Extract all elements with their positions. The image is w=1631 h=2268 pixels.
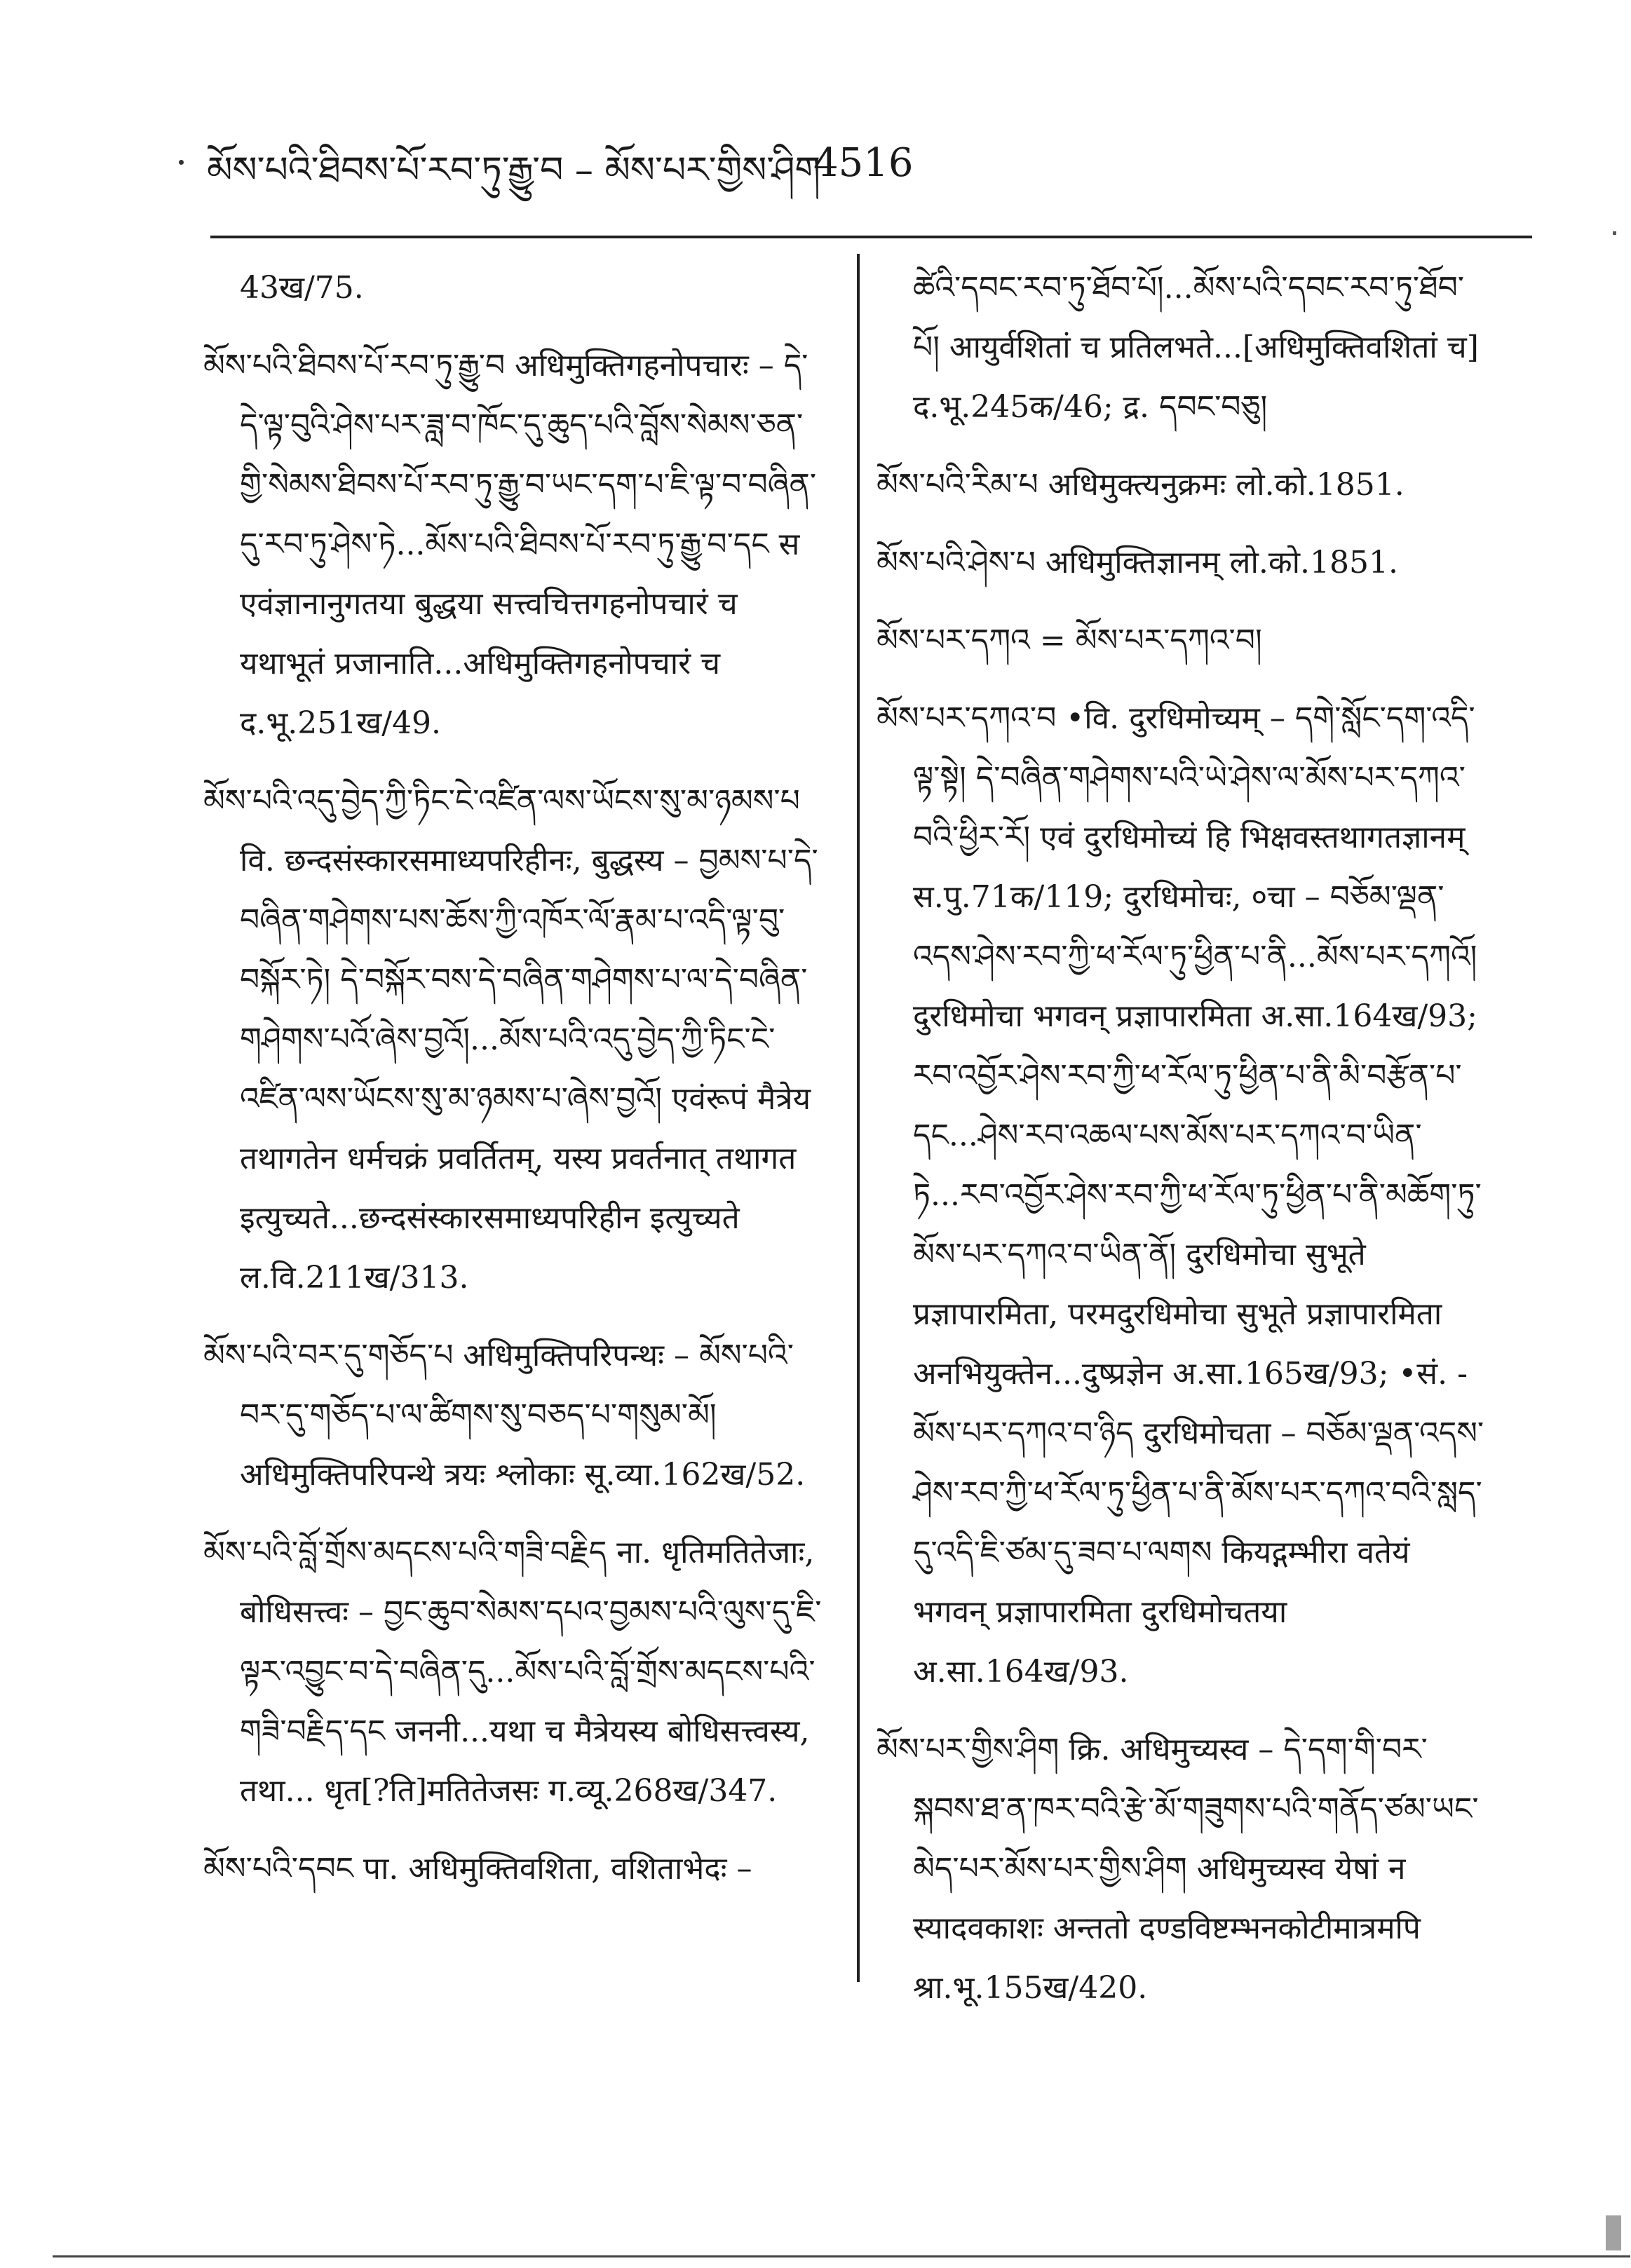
entry (203, 1523, 831, 1821)
entry (877, 258, 1490, 437)
entry (877, 688, 1490, 1702)
entry-text: མོས་པའི་བར་དུ་གཅོད་པ अधिमुक्तिपरिपन्थः – མོས་པའི་བར་དུ་གཅོད་པ་ལ་ཚིགས་སུ་བཅད་པ་གསུམ་མོ། अधिमुक्तिपरिपन्थे त्रयः श्लोकाः सू.व्या.162ख/52. (203, 1338, 806, 1493)
entry (203, 336, 831, 753)
entry-text: མོས་པར་གྱིས་ཤིག क्रि. अधिमुच्यस्व – དེ་དག་གི་བར་སྐབས་ཐ་ན་ཁར་བའི་རྩེ་མོ་གཟུགས་པའི་གནོད་ཙམ་ཡང་མེད་པར་མོས་པར་གྱིས་ཤིག अधिमुच्यस्व येषां न स्यादवकाशः अन्ततो दण्डविष्टम्भनकोटीमात्रमपि श्रा.भू.155ख/420. (877, 1732, 1479, 2006)
header-dot (179, 160, 184, 165)
entry (877, 533, 1490, 592)
page-number: 4516 (813, 140, 914, 186)
entry-text: ཚེའི་དབང་རབ་ཏུ་ཐོབ་པོ།...མོས་པའི་དབང་རབ་ཏུ་ཐོབ་པོ། आयुर्वशितां च प्रतिलभते...[अधिमुक्तिवशितां च] द.भू.245क/46; द्र. དབང་བཅུ། (913, 270, 1479, 425)
entry (203, 1326, 831, 1505)
left-column (203, 258, 831, 1917)
right-column (877, 258, 1490, 2036)
scan-speck (1613, 231, 1616, 235)
scan-speck (1606, 2215, 1621, 2250)
entry-text: མོས་པའི་ཤེས་པ अधिमुक्तिज्ञानम् लो.को.1851. (877, 545, 1398, 580)
scan-edge-line (53, 2255, 1630, 2257)
header-rule (210, 236, 1532, 238)
entry (877, 455, 1490, 515)
entry-text: མོས་པའི་རིམ་པ अधिमुक्त्यनुक्रमः लो.को.1851. (877, 467, 1405, 503)
entry (877, 611, 1490, 670)
entry-text: མོས་པའི་འདུ་བྱེད་ཀྱི་ཏིང་ངེ་འཛིན་ལས་ཡོངས་སུ་མ་ཉམས་པ वि. छन्दसंस्कारसमाध्यपरिहीनः, बुद्धस्य – བྱམས་པ་དེ་བཞིན་གཤེགས་པས་ཆོས་ཀྱི་འཁོར་ལོ་རྣམ་པ་འདི་ལྟ་བུ་བསྐོར་ཏེ། དེ་བསྐོར་བས་དེ་བཞིན་གཤེགས་པ་ལ་དེ་བཞིན་གཤེགས་པའོ་ཞེས་བྱའོ།...མོས་པའི་འདུ་བྱེད་ཀྱི་ཏིང་ངེ་འཛིན་ལས་ཡོངས་སུ་མ་ཉམས་པ་ཞེས་བྱའོ། एवंरूपं मैत्रेय तथागतेन धर्मचक्रं प्रवर्तितम्, यस्य प्रवर्तनात् तथागत इत्युच्यते...छन्दसंस्कारसमाध्यपरिहीन इत्युच्यते ल.वि.211ख/313. (203, 783, 818, 1296)
entry (203, 1839, 831, 1899)
entry-text: མོས་པར་དཀའ་བ •वि. दुरधिमोच्यम् – དགེ་སློང་དག་འདི་ལྟ་སྟེ། དེ་བཞིན་གཤེགས་པའི་ཡེ་ཤེས་ལ་མོས་པར་དཀའ་བའི་ཕྱིར་རོ། एवं दुरधिमोच्यं हि भिक्षवस्तथागतज्ञानम् स.पु.71क/119; दुरधिमोचः, ०चा – བཅོམ་ལྡན་འདས་ཤེས་རབ་ཀྱི་ཕ་རོལ་ཏུ་ཕྱིན་པ་ནི...མོས་པར་དཀའོ། दुरधिमोचा भगवन् प्रज्ञापारमिता अ.सा.164ख/93; རབ་འབྱོར་ཤེས་རབ་ཀྱི་ཕ་རོལ་ཏུ་ཕྱིན་པ་ནི་མི་བརྩོན་པ་དང...ཤེས་རབ་འཆལ་པས་མོས་པར་དཀའ་བ་ཡིན་ཏེ...རབ་འབྱོར་ཤེས་རབ་ཀྱི་ཕ་རོལ་ཏུ་ཕྱིན་པ་ནི་མཆོག་ཏུ་མོས་པར་དཀའ་བ་ཡིན་ནོ། दुरधिमोचा सुभूते प्रज्ञापारमिता, परमदुरधिमोचा सुभूते प्रज्ञापारमिता अनभियुक्तेन...दुष्प्रज्ञेन अ.सा.165ख/93; •सं. - མོས་པར་དཀའ་བ་ཉིད दुरधिमोचता – བཅོམ་ལྡན་འདས་ཤེས་རབ་ཀྱི་ཕ་རོལ་ཏུ་ཕྱིན་པ་ནི་མོས་པར་དཀའ་བའི་སླད་དུ་འདི་ཇི་ཙམ་དུ་ཟབ་པ་ལགས कियद्गम्भीरा वतेयं भगवन् प्रज्ञापारमिता दुरधिमोचतया अ.सा.164ख/93. (877, 700, 1484, 1690)
entry-text: 43ख/75. (240, 270, 364, 306)
entry (877, 1720, 1490, 2018)
entry-text: མོས་པར་དཀའ = མོས་པར་དཀའ་བ། (877, 623, 1262, 658)
entry-text: མོས་པའི་བློ་གྲོས་མདངས་པའི་གཟི་བརྗིད ना. धृतिमतितेजाः, बोधिसत्त्वः – བྱང་ཆུབ་སེམས་དཔའ་བྱམས་པའི་ལུས་དུ་ཇི་ལྟར་འབྱུང་བ་དེ་བཞིན་དུ...མོས་པའི་བློ་གྲོས་མདངས་པའི་གཟི་བརྗིད་དང जननी...यथा च मैत्रेयस्य बोधिसत्त्वस्य, तथा... धृत[?ति]मतितेजसः ग.व्यू.268ख/347. (203, 1535, 822, 1809)
column-divider (857, 254, 860, 1982)
running-header: མོས་པའི་ཐིབས་པོ་རབ་ཏུ་རྒྱུ་བ – མོས་པར་གྱིས་ཤིག (207, 149, 821, 191)
entry-text: མོས་པའི་དབང पा. अधिमुक्तिवशिता, वशिताभेदः – (203, 1851, 752, 1887)
entry-text: མོས་པའི་ཐིབས་པོ་རབ་ཏུ་རྒྱུ་བ अधिमुक्तिगहनोपचारः – དེ་དེ་ལྟ་བུའི་ཤེས་པར་ཟླ་བ་ཁོང་དུ་ཆུད་པའི་བློས་སེམས་ཅན་གྱི་སེམས་ཐིབས་པོ་རབ་ཏུ་རྒྱུ་བ་ཡང་དག་པ་ཇི་ལྟ་བ་བཞིན་དུ་རབ་ཏུ་ཤེས་ཏེ...མོས་པའི་ཐིབས་པོ་རབ་ཏུ་རྒྱུ་བ་དང स एवंज्ञानानुगतया बुद्धया सत्त्वचित्तगहनोपचारं च यथाभूतं प्रजानाति...अधिमुक्तिगहनोपचारं च द.भू.251ख/49. (203, 348, 817, 741)
entry (203, 258, 831, 318)
entry (203, 771, 831, 1308)
